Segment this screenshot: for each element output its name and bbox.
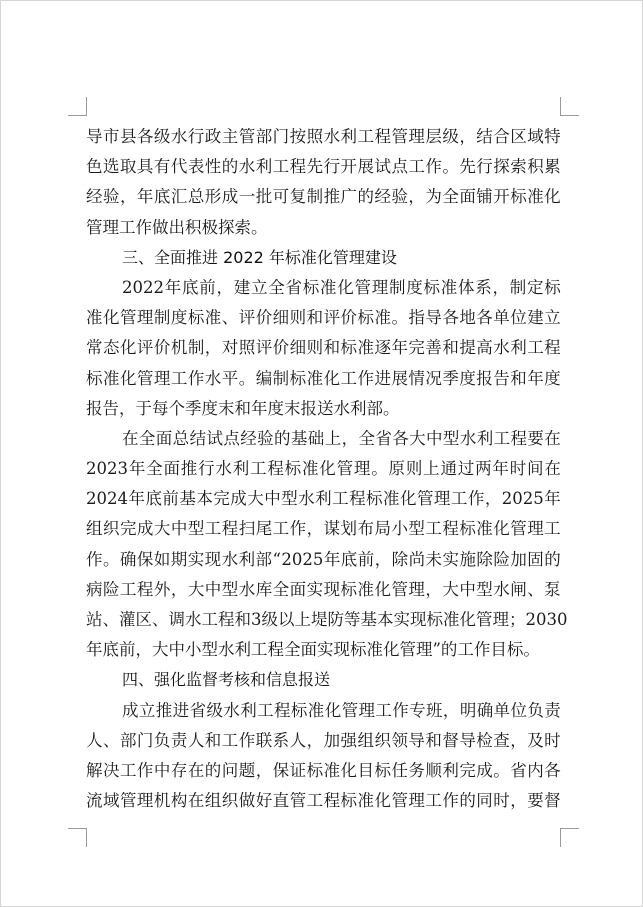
- text-line: 成 立 推 进 省 级 水 利 工 程 标 准 化 管 理 工 作 专 班 ， 明 确 单 位 负 责: [122, 700, 561, 720]
- text-line: 2022 年 底 前 ， 建 立 全 省 标 准 化 管 理 制 度 标 准 体 系 ， 制 定 标: [122, 277, 561, 297]
- text-line: 经 验 ， 年 底 汇 总 形 成 一 批 可 复 制 推 广 的 经 验 ， 为 全 面 铺 开 标 准 化: [86, 187, 561, 207]
- text-line: 色 选 取 具 有 代 表 性 的 水 利 工 程 先 行 开 展 试 点 工 作 。 先 行 探 索 积 累: [86, 157, 561, 177]
- margin-corner-bottom-left: [68, 828, 87, 847]
- text-line: 流 域 管 理 机 构 在 组 织 做 好 直 管 工 程 标 准 化 管 理 工 作 的 同 时 ， 要 督: [86, 791, 561, 811]
- text-line: 解 决 工 作 中 存 在 的 问 题 ， 保 证 标 准 化 目 标 任 务 顺 利 完 成 。 省 内 各: [86, 760, 561, 780]
- margin-corner-bottom-right: [560, 828, 579, 847]
- text-line: 病 险 工 程 外 ， 大 中 型 水 库 全 面 实 现 标 准 化 管 理 ， 大 中 型 水 闸 、 泵: [86, 579, 561, 599]
- text-line: 常 态 化 评 价 机 制 ， 对 照 评 价 细 则 和 标 准 逐 年 完 善 和 提 高 水 利 工 程: [86, 338, 561, 358]
- text-line: 年底前，大中小型水利工程全面实现标准化管理”的工作目标。: [86, 640, 540, 660]
- text-line: 准 化 管 理 制 度 标 准 、 评 价 细 则 和 评 价 标 准 。 指 导 各 地 各 单 位 建 立: [86, 308, 561, 328]
- text-line: 2024 年 底 前 基 本 完 成 大 中 型 水 利 工 程 标 准 化 管 理 工 作 ， 2025 年: [86, 489, 561, 509]
- section-heading: 四、强化监督考核和信息报送: [122, 670, 331, 690]
- section-heading: 三、全面推进 2022 年标准化管理建设: [122, 247, 397, 267]
- text-line: 组 织 完 成 大 中 型 工 程 扫 尾 工 作 ， 谋 划 布 局 小 型 工 程 标 准 化 管 理 工: [86, 519, 561, 539]
- text-line: 站 、 灌 区 、 调 水 工 程 和 3 级 以 上 堤 防 等 基 本 实 现 标 准 化 管 理 ； 2030: [86, 610, 568, 629]
- text-line: 2023 年 全 面 推 行 水 利 工 程 标 准 化 管 理 。 原 则 上 通 过 两 年 时 间 在: [86, 459, 561, 479]
- text-line: 作 。 确 保 如 期 实 现 水 利 部 “ 2025 年 底 前 ， 除 尚 未 实 施 除 险 加 固 的: [86, 549, 561, 569]
- text-line: 人 、 部 门 负 责 人 和 工 作 联 系 人 ， 加 强 组 织 领 导 和 督 导 检 查 ， 及 时: [86, 730, 561, 750]
- margin-corner-top-right: [560, 97, 579, 116]
- text-line: 标 准 化 管 理 工 作 水 平 。 编 制 标 准 化 工 作 进 展 情 况 季 度 报 告 和 年 度: [86, 368, 561, 388]
- text-line: 报告，于每个季度末和年度末报送水利部。: [86, 398, 400, 418]
- margin-corner-top-left: [68, 97, 87, 116]
- text-line: 管理工作做出积极探索。: [86, 217, 268, 237]
- document-body: [86, 122, 568, 816]
- text-line: 导 市 县 各 级 水 行 政 主 管 部 门 按 照 水 利 工 程 管 理 层 级 ， 结 合 区 域 特: [86, 127, 561, 146]
- text-line: 在 全 面 总 结 试 点 经 验 的 基 础 上 ， 全 省 各 大 中 型 水 利 工 程 要 在: [122, 428, 561, 448]
